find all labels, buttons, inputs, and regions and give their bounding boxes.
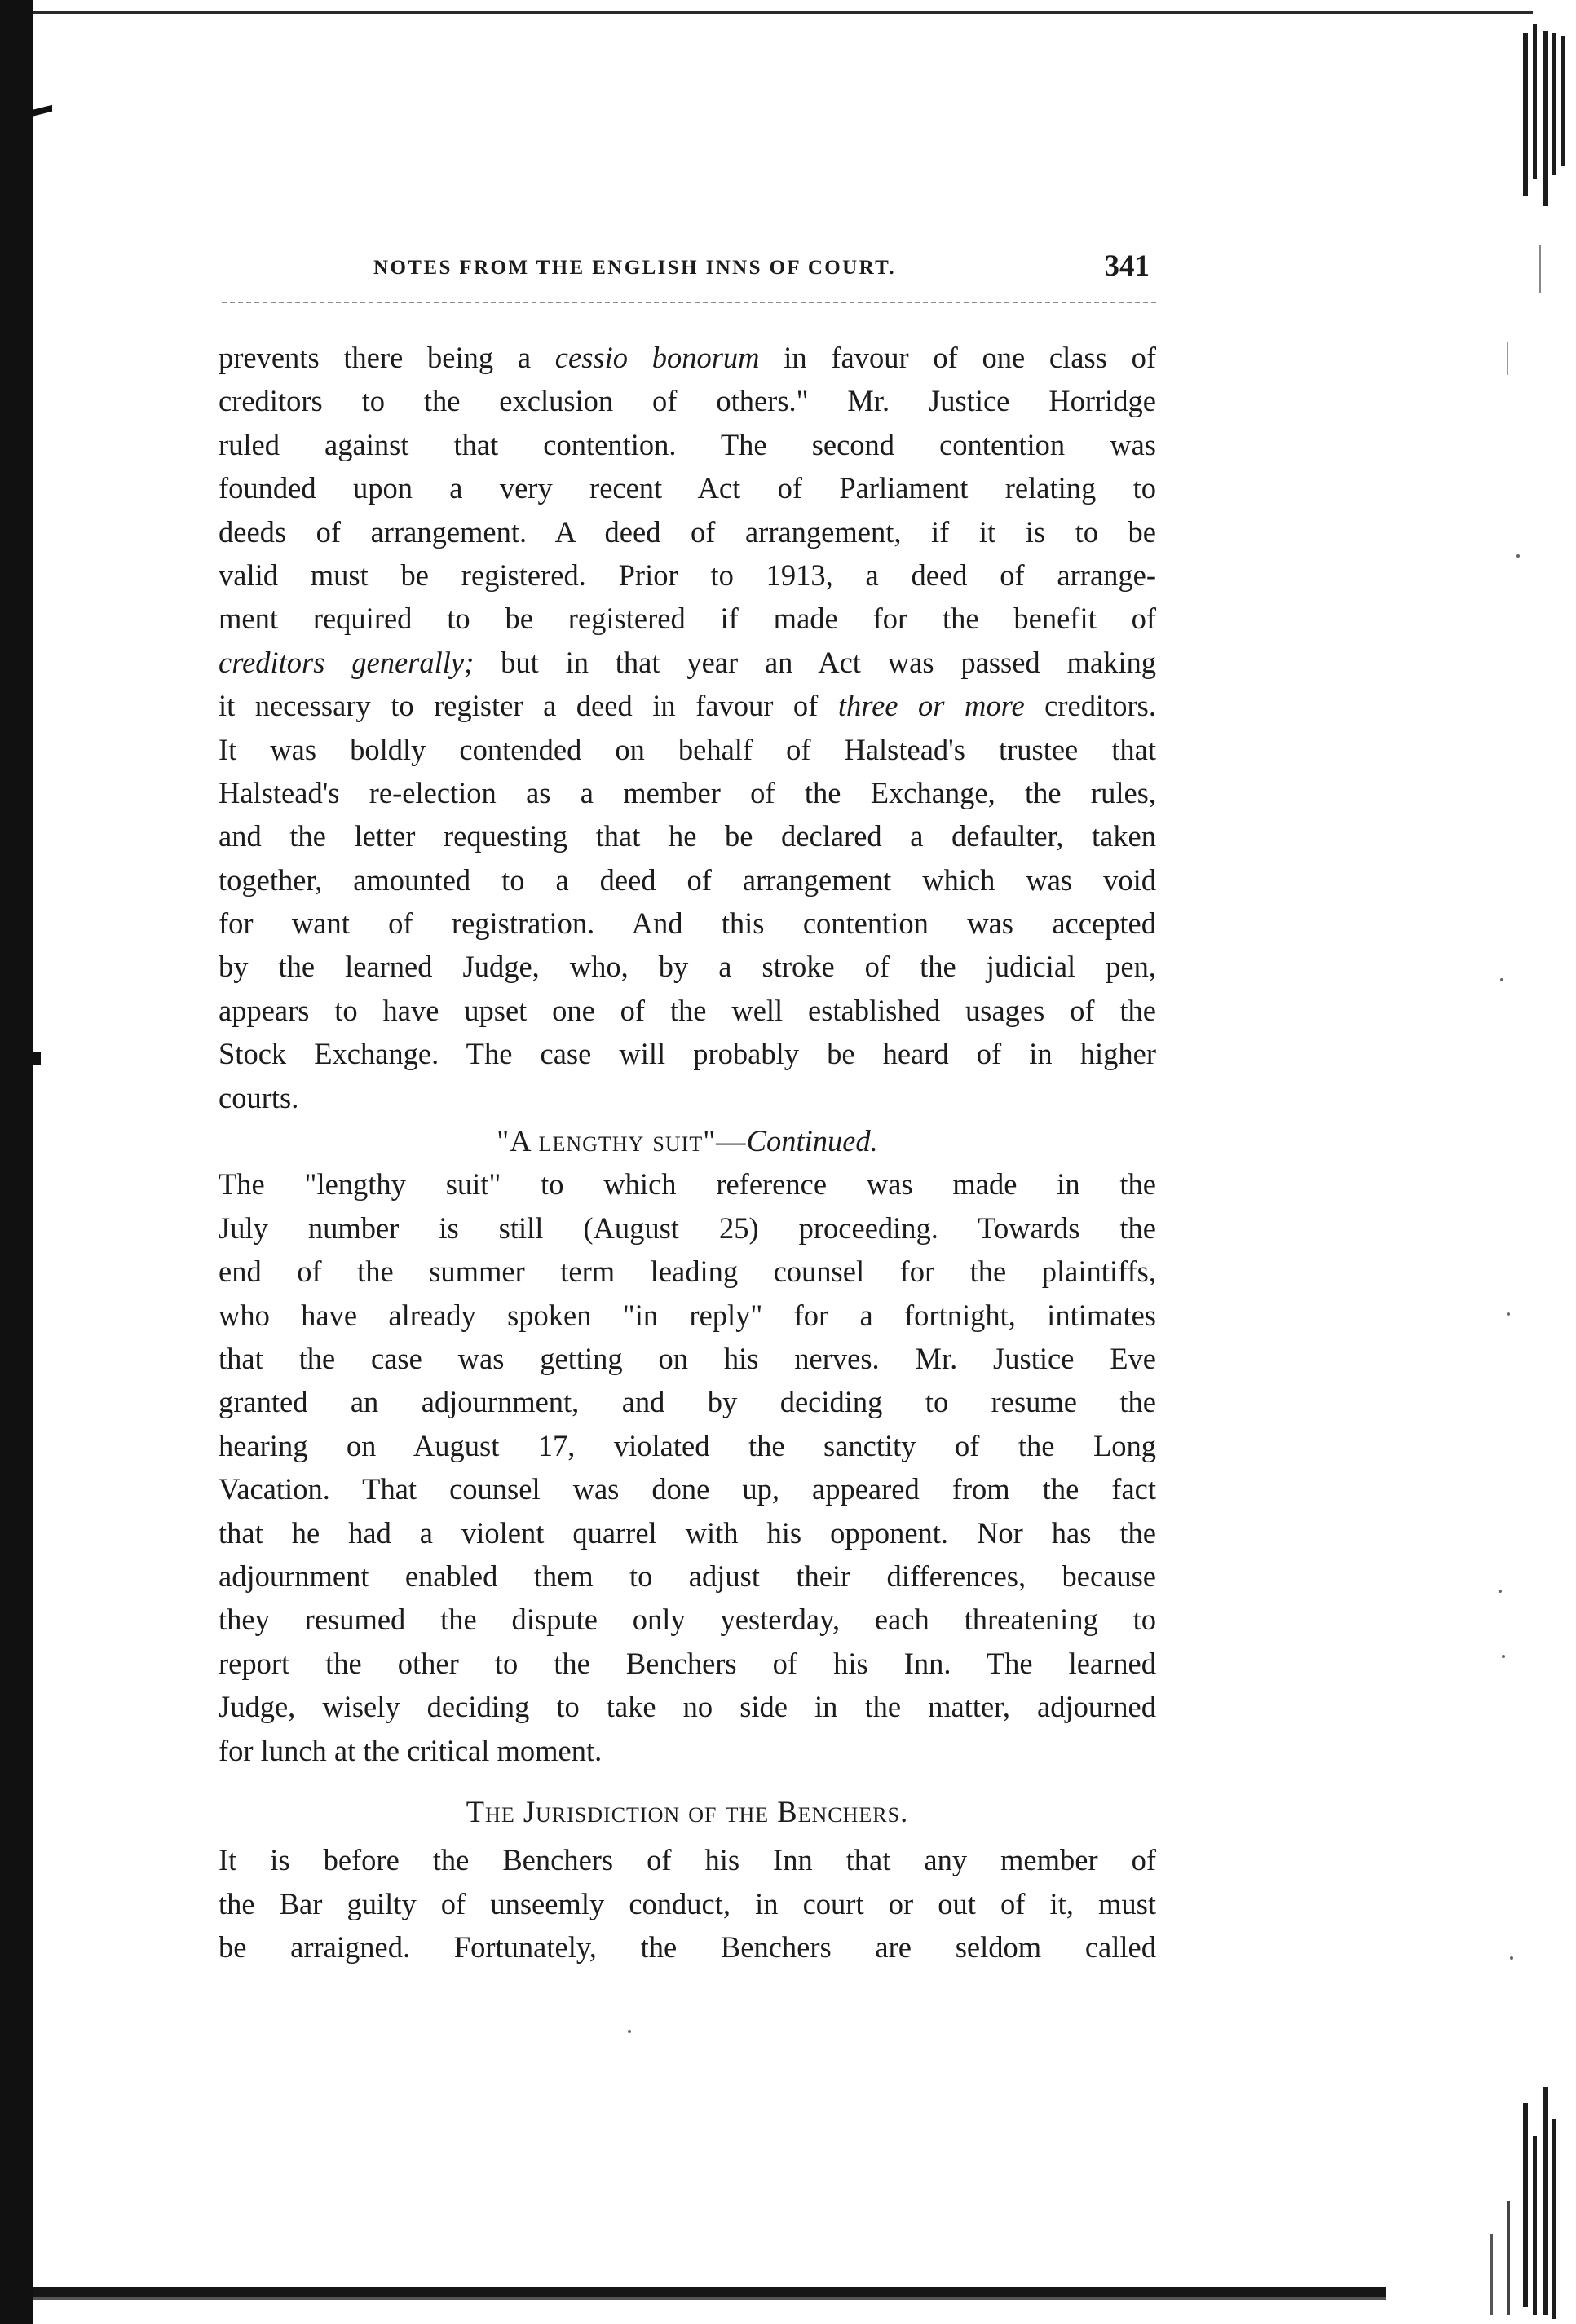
text-line: Halstead's re-election as a member of the Exchange, the rules,	[219, 775, 1156, 809]
text-line: together, amounted to a deed of arrangement which was void	[219, 862, 1156, 897]
text-line: Stock Exchange. The case will probably be heard of in higher	[219, 1037, 1156, 1071]
body-text	[219, 336, 1156, 1969]
section-heading: The Jurisdiction of the Benchers.	[466, 1794, 909, 1828]
text-line: appears to have upset one of the well established usages of the	[219, 993, 1156, 1027]
text-line: July number is still (August 25) proceeding. Towards the	[219, 1211, 1156, 1245]
text-line: It is before the Benchers of his Inn that any member of	[219, 1843, 1156, 1877]
text-line: founded upon a very recent Act of Parliament relating to	[219, 471, 1156, 505]
text-line: prevents there being a cessio bonorum in favour of one class of	[219, 341, 1157, 374]
section-heading: "A lengthy suit"—Continued.	[497, 1124, 878, 1158]
page-edge-shadow-left	[0, 0, 33, 2324]
running-head	[219, 249, 1156, 291]
text-line: deeds of arrangement. A deed of arrangement, if it is to be	[219, 514, 1156, 549]
text-line: creditors to the exclusion of others." Mr. Justice Horridge	[219, 384, 1156, 418]
text-line: that the case was getting on his nerves. Mr. Justice Eve	[219, 1341, 1156, 1375]
text-line: and the letter requesting that he be declared a defaulter, taken	[219, 819, 1156, 853]
page-edge-bottom-fade	[33, 2297, 1386, 2300]
text-line: they resumed the dispute only yesterday, each threatening to	[219, 1603, 1156, 1637]
text-line: be arraigned. Fortunately, the Benchers are seldom called	[219, 1930, 1156, 1965]
binding-shadow-right	[1458, 0, 1576, 2324]
text-line: that he had a violent quarrel with his opponent. Nor has the	[219, 1515, 1156, 1550]
text-line: Judge, wisely deciding to take no side in the matter, adjourned	[219, 1690, 1156, 1724]
text-line: It was boldly contended on behalf of Halstead's trustee that	[219, 732, 1156, 766]
text-line: adjournment enabled them to adjust their differences, because	[219, 1559, 1156, 1593]
text-line: for want of registration. And this contention was accepted	[219, 906, 1156, 941]
text-line: courts.	[219, 1080, 299, 1114]
text-line: ment required to be registered if made for the benefit of	[219, 602, 1156, 636]
text-line: end of the summer term leading counsel for the plaintiffs,	[219, 1255, 1156, 1289]
page-number: 341	[1104, 249, 1150, 283]
paragraph	[219, 336, 1156, 1119]
page-edge-top	[33, 11, 1533, 14]
text-line: the Bar guilty of unseemly conduct, in court or out of it, must	[219, 1886, 1156, 1920]
text-line: who have already spoken "in reply" for a fortnight, intimates	[219, 1298, 1156, 1332]
header-divider	[222, 302, 1156, 303]
text-line: it necessary to register a deed in favour of three or more creditors.	[219, 689, 1156, 723]
text-line: ruled against that contention. The second contention was	[219, 427, 1156, 461]
scan-mark	[31, 1052, 41, 1065]
scan-mark	[31, 105, 52, 117]
page-edge-bottom	[33, 2287, 1386, 2297]
paragraph	[219, 1838, 1156, 1969]
text-line: valid must be registered. Prior to 1913, a deed of arrange-	[219, 558, 1156, 592]
text-line: by the learned Judge, who, by a stroke of the judicial pen,	[219, 950, 1156, 984]
text-line: report the other to the Benchers of his Inn. The learned	[219, 1646, 1156, 1680]
text-line: The "lengthy suit" to which reference was made in the	[219, 1167, 1156, 1202]
text-line: Vacation. That counsel was done up, appeared from the fact	[219, 1472, 1156, 1506]
text-line: hearing on August 17, violated the sanctity of the Long	[219, 1428, 1156, 1462]
running-title: NOTES FROM THE ENGLISH INNS OF COURT.	[373, 257, 897, 279]
text-line: granted an adjournment, and by deciding to resume the	[219, 1385, 1156, 1419]
text-line: creditors generally; but in that year an Act was passed making	[219, 645, 1156, 679]
text-line: for lunch at the critical moment.	[219, 1733, 603, 1767]
paragraph	[219, 1162, 1156, 1771]
